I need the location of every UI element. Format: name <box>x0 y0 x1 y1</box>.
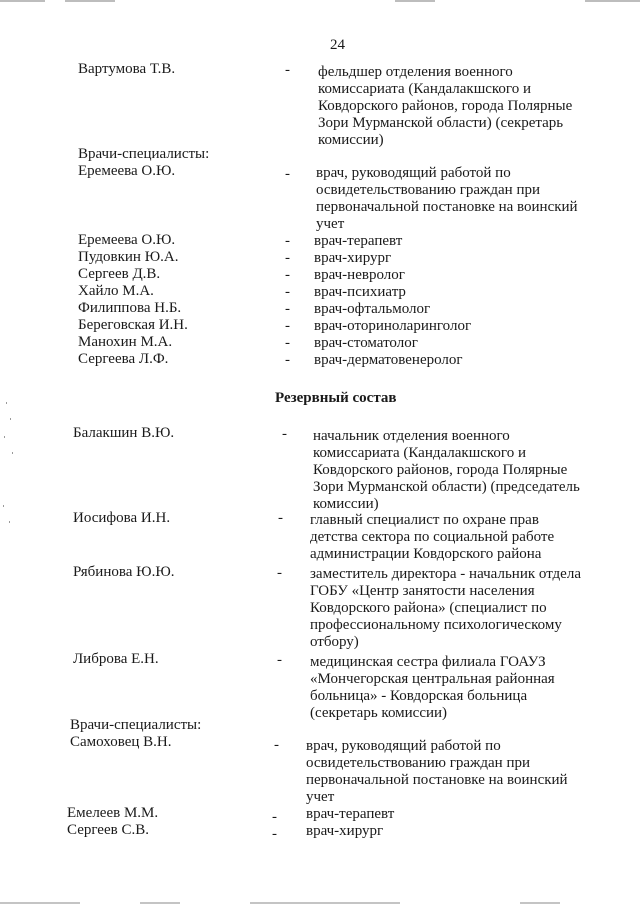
scan-edge-mark <box>395 0 435 2</box>
dash: - <box>285 62 290 78</box>
section-subheading: Врачи-специалисты: <box>78 146 210 162</box>
member-name: Береговская И.Н. <box>78 317 188 333</box>
scan-edge-mark <box>65 0 115 2</box>
scan-speck <box>9 521 10 523</box>
member-name: Емелеев М.М. <box>67 805 159 821</box>
member-role: фельдшер отделения военного комиссариата (Кандалакшского и Ковдорского районов, города Полярные Зори Мурманской области) (секретарь комиссии) <box>318 64 573 148</box>
member-name: Либрова Е.Н. <box>73 651 159 667</box>
member-role: врач, руководящий работой по освидетельствованию граждан при первоначальной постановке на воинский учет <box>306 738 568 805</box>
section-heading: Резервный состав <box>275 390 397 406</box>
dash: - <box>285 267 290 283</box>
dash: - <box>285 335 290 351</box>
member-name: Манохин М.А. <box>78 334 173 350</box>
scan-speck <box>6 402 7 404</box>
member-name: Вартумова Т.В. <box>78 61 176 77</box>
dash: - <box>285 250 290 266</box>
member-role: врач-хирург <box>306 823 384 839</box>
scan-edge-mark <box>0 0 45 2</box>
scan-edge-mark <box>585 0 640 2</box>
member-role: врач-хирург <box>314 250 392 266</box>
page-number: 24 <box>330 37 345 53</box>
dash: - <box>285 284 290 300</box>
dash: - <box>285 301 290 317</box>
member-name: Сергеева Л.Ф. <box>78 351 169 367</box>
dash: - <box>277 565 282 581</box>
dash: - <box>285 233 290 249</box>
member-role: врач-офтальмолог <box>314 301 431 317</box>
member-role: врач-оториноларинголог <box>314 318 472 334</box>
member-name: Сергеев С.В. <box>67 822 149 838</box>
member-role: врач-дерматовенеролог <box>314 352 463 368</box>
member-role: медицинская сестра филиала ГОАУЗ «Мончегорская центральная районная больница» - Ковдорская больница (секретарь комиссии) <box>310 654 555 721</box>
scan-edge-mark <box>520 902 560 904</box>
scan-edge-mark <box>140 902 180 904</box>
dash: - <box>274 737 279 753</box>
dash: - <box>277 652 282 668</box>
member-name: Самоховец В.Н. <box>70 734 172 750</box>
member-role: врач-терапевт <box>314 233 403 249</box>
dash: - <box>278 510 283 526</box>
member-role: врач-терапевт <box>306 806 395 822</box>
member-name: Пудовкин Ю.А. <box>78 249 179 265</box>
member-name: Еремеева О.Ю. <box>78 163 176 179</box>
member-role: врач-психиатр <box>314 284 406 300</box>
dash: - <box>272 809 277 825</box>
member-role: главный специалист по охране прав детства сектора по социальной работе администрации Ковдорского района <box>310 512 555 562</box>
section-subheading: Врачи-специалисты: <box>70 717 202 733</box>
member-role: заместитель директора - начальник отдела ГОБУ «Центр занятости населения Ковдорского района» (специалист по профессиональному психологическому отбору) <box>310 566 581 650</box>
member-name: Иосифова И.Н. <box>73 510 171 526</box>
member-role: начальник отделения военного комиссариата (Кандалакшского и Ковдорского районов, города Полярные Зори Мурманской области) (председатель комиссии) <box>313 428 580 512</box>
member-name: Балакшин В.Ю. <box>73 425 175 441</box>
member-role: врач-невролог <box>314 267 405 283</box>
dash: - <box>272 826 277 842</box>
scan-speck <box>3 505 4 507</box>
scan-speck <box>10 418 11 420</box>
member-name: Рябинова Ю.Ю. <box>73 564 175 580</box>
dash: - <box>285 352 290 368</box>
scan-speck <box>12 452 13 454</box>
member-name: Сергеев Д.В. <box>78 266 161 282</box>
member-role: врач-стоматолог <box>314 335 418 351</box>
dash: - <box>285 318 290 334</box>
scan-edge-mark <box>0 902 80 904</box>
scan-speck <box>4 436 5 438</box>
dash: - <box>282 426 287 442</box>
member-name: Хайло М.А. <box>78 283 154 299</box>
scan-edge-mark <box>250 902 400 904</box>
member-name: Филиппова Н.Б. <box>78 300 182 316</box>
dash: - <box>285 166 290 182</box>
member-name: Еремеева О.Ю. <box>78 232 176 248</box>
member-role: врач, руководящий работой по освидетельствованию граждан при первоначальной постановке на воинский учет <box>316 165 578 232</box>
